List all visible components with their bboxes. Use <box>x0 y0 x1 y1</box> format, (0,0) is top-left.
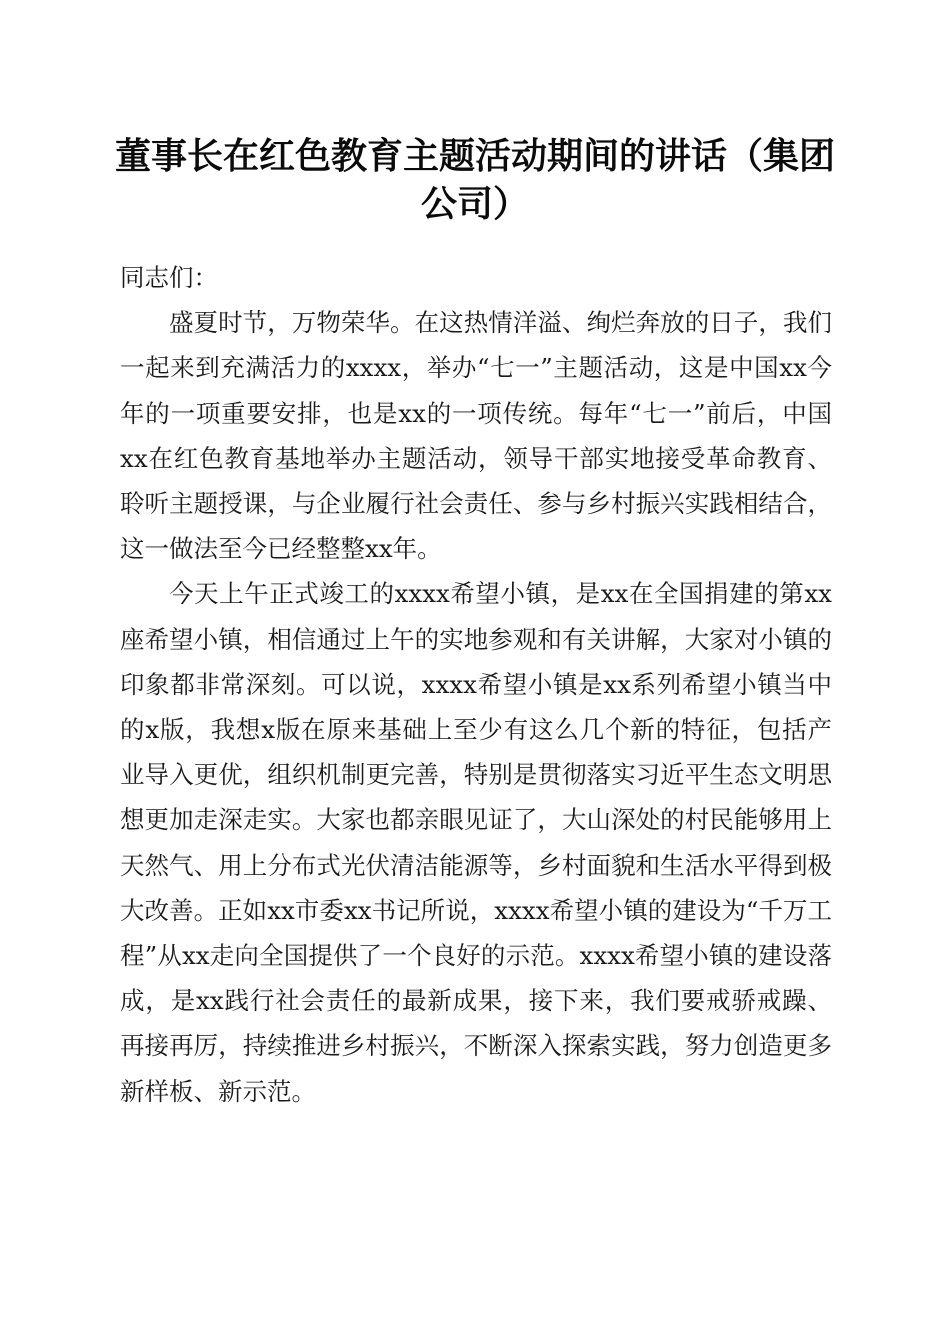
paragraph-1: 盛夏时节，万物荣华。在这热情洋溢、绚烂奔放的日子，我们一起来到充满活力的xxxx，举办“七一”主题活动，这是中国xx今年的一项重要安排，也是xx的一项传统。每年“七一”前后，中国xx在红色教育基地举办主题活动，领导干部实地接受革命教育、聆听主题授课，与企业履行社会责任、参与乡村振兴实践相结合，这一做法至今已经整整xx年。 <box>120 308 832 564</box>
paragraph-2: 今天上午正式竣工的xxxx希望小镇，是xx在全国捐建的第xx座希望小镇，相信通过上午的实地参观和有关讲解，大家对小镇的印象都非常深刻。可以说，xxxx希望小镇是xx系列希望小镇当中的x版，我想x版在原来基础上至少有这么几个新的特征，包括产业导入更优，组织机制更完善，特别是贯彻落实习近平生态文明思想更加走深走实。大家也都亲眼见证了，大山深处的村民能够用上天然气、用上分布式光伏清洁能源等，乡村面貌和生活水平得到极大改善。正如xx市委xx书记所说，xxxx希望小镇的建设为“千万工程”从xx走向全国提供了一个良好的示范。xxxx希望小镇的建设落成，是xx践行社会责任的最新成果，接下来，我们要戒骄戒躁、再接再厉，持续推进乡村振兴，不断深入探索实践，努力创造更多新样板、新示范。 <box>120 579 832 1106</box>
document-body <box>120 255 832 1114</box>
document-title: 董事长在红色教育主题活动期间的讲话（集团公司） <box>114 136 835 225</box>
greeting: 同志们： <box>120 263 218 292</box>
